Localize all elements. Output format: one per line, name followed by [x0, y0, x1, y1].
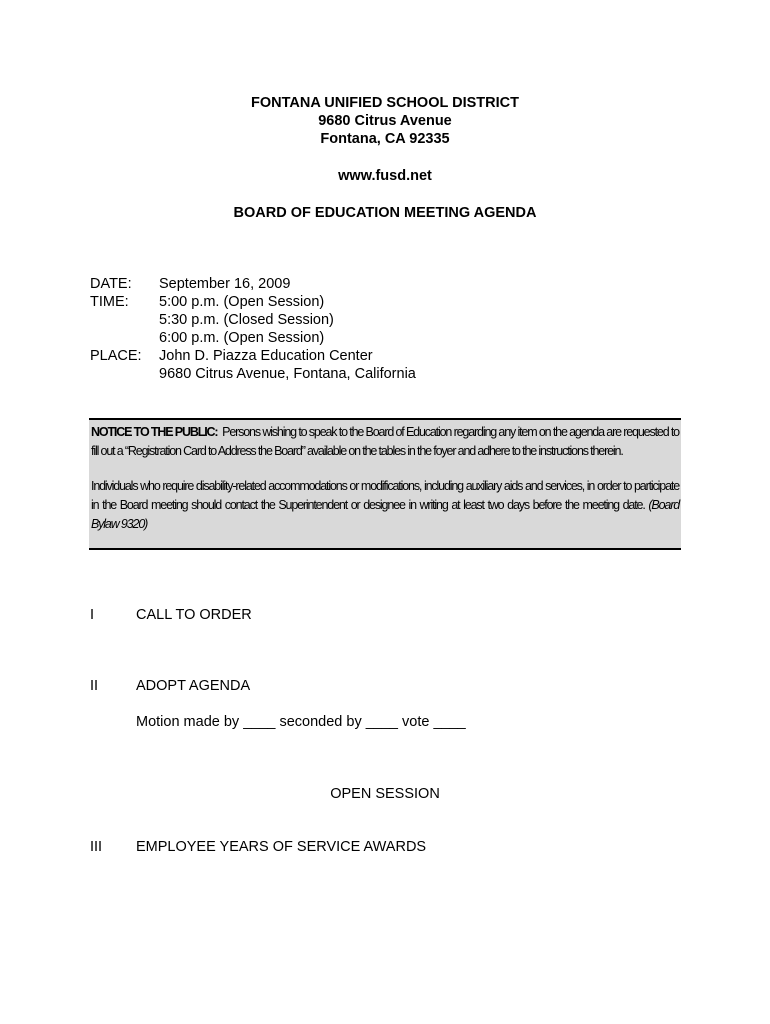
- place-value: 9680 Citrus Avenue, Fontana, California: [159, 366, 416, 382]
- notice-heading: NOTICE TO THE PUBLIC:: [91, 425, 218, 439]
- district-city: Fontana, CA 92335: [320, 131, 450, 147]
- date-label: DATE:: [90, 276, 132, 292]
- district-website: www.fusd.net: [338, 168, 432, 184]
- public-notice-box: [89, 418, 681, 550]
- time-row: [90, 311, 416, 329]
- bylaw-reference: (Board Bylaw 9320): [91, 498, 680, 531]
- date-row: [90, 275, 416, 293]
- agenda-item-title: CALL TO ORDER: [136, 607, 252, 623]
- district-header: [0, 94, 770, 148]
- agenda-item-number: I: [90, 607, 95, 623]
- agenda-item-number: III: [90, 839, 103, 855]
- time-value: 6:00 p.m. (Open Session): [159, 330, 325, 346]
- place-label: PLACE:: [90, 348, 142, 364]
- place-value: John D. Piazza Education Center: [159, 348, 373, 364]
- motion-line: Motion made by ____ seconded by ____ vote ____: [136, 714, 466, 730]
- notice-text: Persons wishing to speak to the Board of Education regarding any item on the agenda are requested to fill out a “Registration Card to Address the Board” available on the tables in the foyer and adhere to the instructions therein.: [91, 425, 679, 458]
- agenda-item-title: ADOPT AGENDA: [136, 678, 251, 694]
- district-name: FONTANA UNIFIED SCHOOL DISTRICT: [251, 95, 519, 111]
- notice-paragraph: [91, 423, 679, 461]
- place-row: [90, 365, 416, 383]
- agenda-item-number: II: [90, 678, 99, 694]
- open-session-heading: OPEN SESSION: [330, 786, 440, 802]
- agenda-item: [90, 606, 690, 624]
- agenda-item: [90, 677, 690, 695]
- district-address: 9680 Citrus Avenue: [318, 113, 452, 129]
- agenda-item: [90, 838, 690, 856]
- place-row: [90, 347, 416, 365]
- accommodation-paragraph: [91, 477, 679, 534]
- accommodation-text: Individuals who require disability-related accommodations or modifications, including auxiliary aids and services, in order to participate in the Board meeting should contact the Superintendent or designee in writing at least two days before the meeting date.: [91, 479, 679, 512]
- meeting-logistics: [90, 275, 416, 383]
- website-line: [0, 167, 770, 185]
- date-value: September 16, 2009: [159, 276, 291, 292]
- agenda-item-title: EMPLOYEE YEARS OF SERVICE AWARDS: [136, 839, 427, 855]
- document-title-block: [0, 204, 770, 222]
- time-row: [90, 329, 416, 347]
- time-value: 5:30 p.m. (Closed Session): [159, 312, 334, 328]
- time-label: TIME:: [90, 294, 129, 310]
- time-row: [90, 293, 416, 311]
- time-value: 5:00 p.m. (Open Session): [159, 294, 325, 310]
- document-title: BOARD OF EDUCATION MEETING AGENDA: [233, 205, 537, 221]
